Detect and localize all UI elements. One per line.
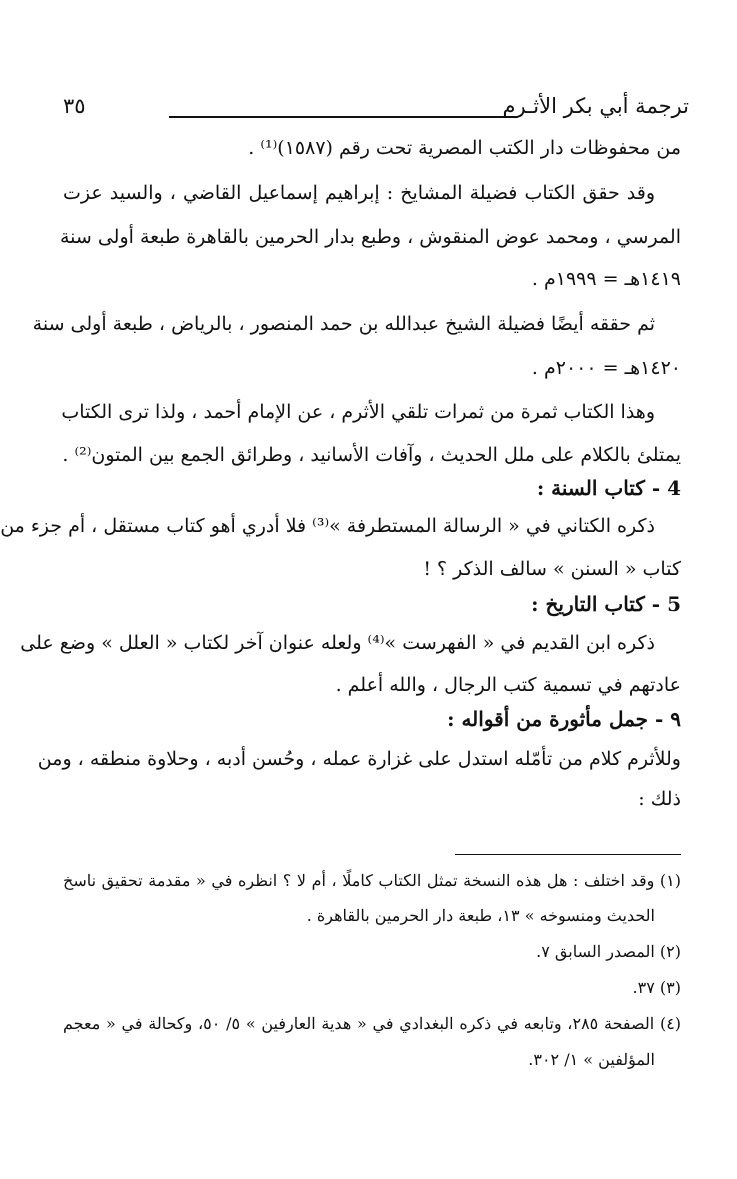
paragraph-line: يمتلئ بالكلام على ملل الحديث ، وآفات الأسانيد ، وطرائق الجمع بين المتون⁽²⁾ .	[62, 444, 681, 466]
section-heading: 4 - كتاب السنة :	[536, 476, 681, 500]
footnote-line: الحديث ومنسوخه » ١٣، طبعة دار الحرمين بالقاهرة .	[306, 906, 655, 925]
paragraph-line: ١٤٢٠هـ = ٢٠٠٠م .	[531, 357, 681, 379]
paragraph-line: عادتهم في تسمية كتب الرجال ، والله أعلم .	[335, 674, 681, 696]
header-rule	[169, 116, 517, 118]
running-header	[63, 92, 689, 132]
footnote-line: (٣) ٣٧.	[632, 978, 681, 997]
paragraph-line: وللأثرم كلام من تأمّله استدل على غزارة عمله ، وحُسن أدبه ، وحلاوة منطقه ، ومن	[37, 748, 681, 770]
footnote-line: المؤلفين » ١/ ٣٠٢.	[528, 1050, 655, 1069]
paragraph-line: وهذا الكتاب ثمرة من ثمرات تلقي الأثرم ، عن الإمام أحمد ، ولذا ترى الكتاب	[61, 401, 655, 423]
paragraph-line: من محفوظات دار الكتب المصرية تحت رقم (١٥٨٧)⁽¹⁾ .	[248, 137, 681, 159]
book-page	[1, 0, 737, 1179]
running-title: ترجمة أبي بكر الأثـرم	[502, 94, 689, 118]
footnotes	[63, 872, 681, 1069]
paragraph-line: ذكره الكتاني في « الرسالة المستطرفة »⁽³⁾ فلا أدري أهو كتاب مستقل ، أم جزء من	[0, 515, 655, 537]
paragraph-line: ١٤١٩هـ = ١٩٩٩م .	[531, 268, 681, 290]
paragraph-line: ثم حققه أيضًا فضيلة الشيخ عبدالله بن حمد المنصور ، بالرياض ، طبعة أولى سنة	[32, 313, 655, 335]
footnote-line: (١) وقد اختلف : هل هذه النسخة تمثل الكتاب كاملًا ، أم لا ؟ انظره في « مقدمة تحقيق ناسخ	[63, 871, 681, 890]
page-number: ٣٥	[63, 94, 86, 118]
section-heading: ٩ - جمل مأثورة من أقواله :	[447, 707, 681, 731]
paragraph-line: المرسي ، ومحمد عوض المنقوش ، وطبع بدار الحرمين بالقاهرة طبعة أولى سنة	[59, 226, 681, 248]
paragraph-line: ذكره ابن القديم في « الفهرست »⁽⁴⁾ ولعله عنوان آخر لكتاب « العلل » وضع على	[20, 632, 655, 654]
footnote-separator	[455, 854, 681, 855]
section-heading: 5 - كتاب التاريخ :	[531, 592, 681, 616]
paragraph-line: كتاب « السنن » سالف الذكر ؟ !	[423, 558, 681, 580]
footnote-line: (٤) الصفحة ٢٨٥، وتابعه في ذكره البغدادي في « هدية العارفين » ٥/ ٥٠، وكحالة في « معجم	[63, 1014, 682, 1033]
body-text	[0, 137, 681, 810]
paragraph-line: وقد حقق الكتاب فضيلة المشايخ : إبراهيم إسماعيل القاضي ، والسيد عزت	[63, 182, 655, 204]
paragraph-line: ذلك :	[638, 788, 681, 810]
footnote-line: (٢) المصدر السابق ٧.	[536, 942, 681, 961]
